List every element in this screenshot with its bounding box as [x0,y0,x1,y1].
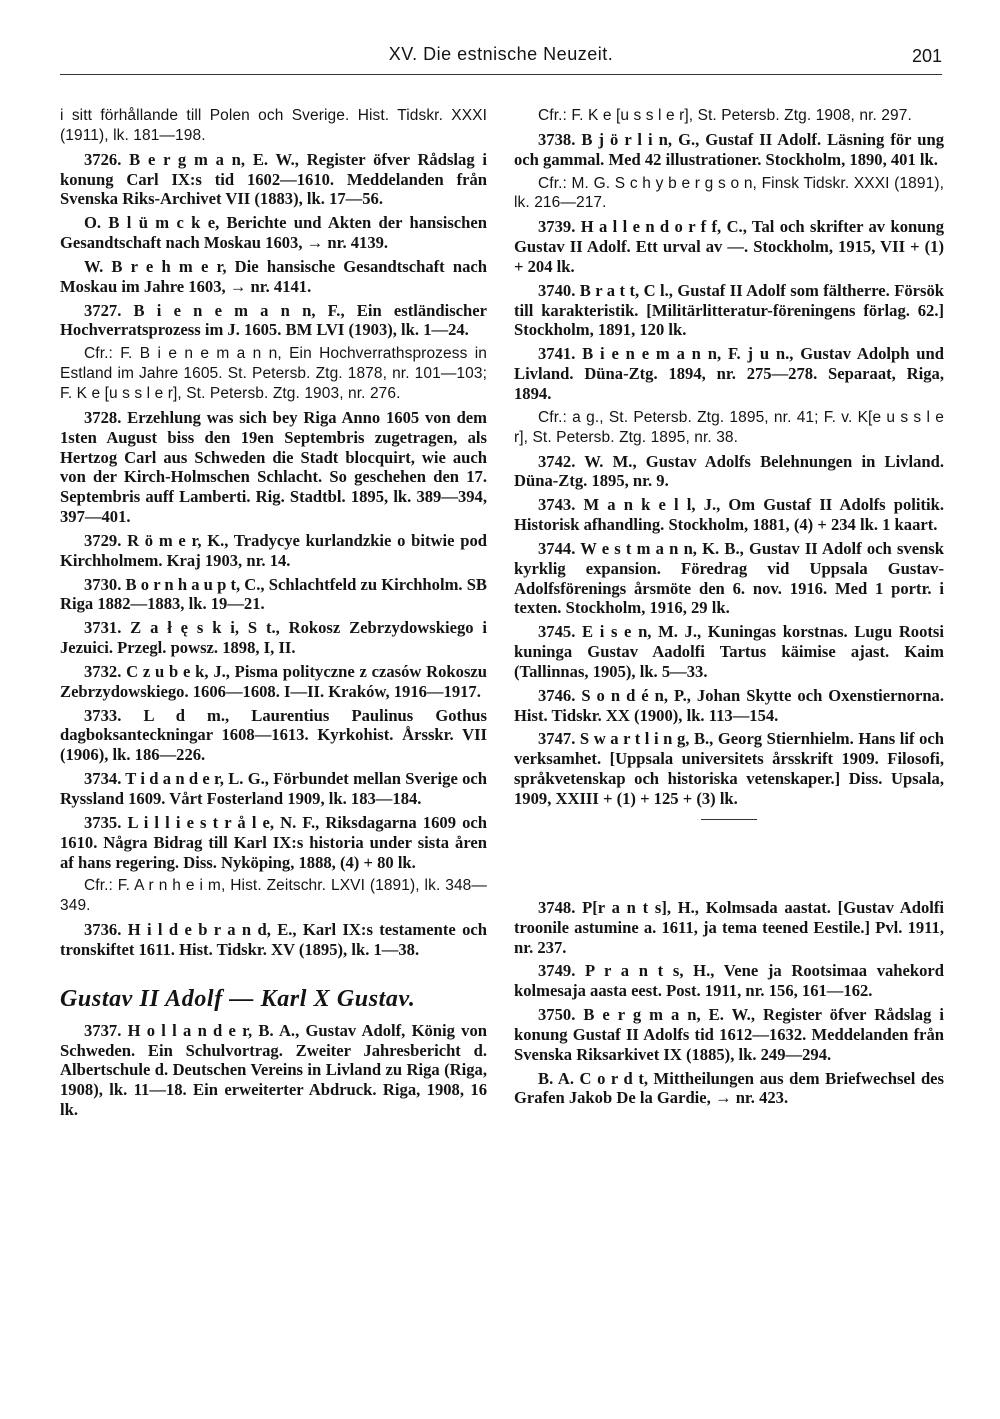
page-number: 201 [911,46,942,66]
bibliography-entry: 3746. S o n d é n, P., Johan Skytte och Oxenstiernorna. Hist. Tidskr. XX (1900), lk. 113—154. [514,685,944,725]
bibliography-cross-reference: Cfr.: a g., St. Petersb. Ztg. 1895, nr. 41; F. v. K[e u s s l e r], St. Petersb. Ztg. 1895, nr. 38. [514,408,944,446]
bibliography-entry: 3740. B r a t t, C l., Gustaf II Adolf som fältherre. Försök till karakteristik. [Militärlitteratur-föreningens förlag. 62.] Stockholm, 1891, 120 lk. [514,280,944,340]
bibliography-entry: 3726. B e r g m a n, E. W., Register öfver Rådslag i konung Carl IX:s tid 1602—1610. Meddelanden från Svenska Riks-Archivet VII (1883), lk. 17—56. [60,149,487,209]
bibliography-cross-reference: Cfr.: F. A r n h e i m, Hist. Zeitschr. LXVI (1891), lk. 348—349. [60,877,487,915]
bibliography-entry: 3748. P[r a n t s], H., Kolmsada aastat. [Gustav Adolfi troonile astumine a. 1611, ja tema teened Eestile.] Pvl. 1911, nr. 237. [514,897,944,957]
running-header [60,44,942,78]
chapter-title: XV. Die estnische Neuzeit. [388,44,614,64]
header-rule [60,74,942,75]
bibliography-entry: 3730. B o r n h a u p t, C., Schlachtfeld zu Kirchholm. SB Riga 1882—1883, lk. 19—21. [60,574,487,614]
bibliography-entry: 3727. B i e n e m a n n, F., Ein estländischer Hochverratsprozess im J. 1605. BM LVI (1903), lk. 1—24. [60,300,487,340]
bibliography-continuation: i sitt förhållande till Polen och Sverige. Hist. Tidskr. XXXI (1911), lk. 181—198. [60,107,487,144]
bibliography-entry: 3733. L d m., Laurentius Paulinus Gothus dagboksanteckningar 1608—1613. Kyrkohist. Årsskr. VII (1906), lk. 186—226. [60,705,487,765]
bibliography-entry: 3728. Erzehlung was sich bey Riga Anno 1605 von dem 1sten August biss den 19en Septembris zugetragen, als Hertzog Carl aus Schweden die Stadt blocquirt, wie auch von der Kirch-Holmschen Schlacht. So geschehen den 17. Septembris auff Lamberti. Rig. Stadtbl. 1895, lk. 389—394, 397—401. [60,407,487,527]
bibliography-cross-reference: Cfr.: F. B i e n e m a n n, Ein Hochverrathsprozess in Estland im Jahre 1605. St. Petersb. Ztg. 1878, nr. 101—103; F. K e [u s s l e r], St. Petersb. Ztg. 1903, nr. 276. [60,345,487,402]
bibliography-entry: 3739. H a l l e n d o r f f, C., Tal och skrifter av konung Gustav II Adolf. Ett urval av —. Stockholm, 1915, VII + (1) + 204 lk. [514,217,944,276]
bibliography-cross-reference: Cfr.: F. K e [u s s l e r], St. Petersb. Ztg. 1908, nr. 297. [538,107,912,124]
bibliography-entry: 3735. L i l l i e s t r å l e, N. F., Riksdagarna 1609 och 1610. Några Bidrag till Karl IX:s historia under sista åren af hans regering. Diss. Nyköping, 1888, (4) + 80 lk. [60,812,487,872]
bibliography-entry: 3742. W. M., Gustav Adolfs Belehnungen in Livland. Düna-Ztg. 1895, nr. 9. [514,451,944,491]
bibliography-entry: 3732. C z u b e k, J., Pisma polityczne z czasów Rokoszu Zebrzydowskiego. 1606—1608. I—II. Kraków, 1916—1917. [60,661,487,701]
bibliography-entry: 3734. T i d a n d e r, L. G., Förbundet mellan Sverige och Ryssland 1609. Vårt Fosterland 1909, lk. 183—184. [60,769,487,808]
bibliography-entry: 3729. R ö m e r, K., Tradycye kurlandzkie o bitwie pod Kirchholmem. Kraj 1903, nr. 14. [60,530,487,570]
bibliography-cross-reference: Cfr.: M. G. S c h y b e r g s o n, Finsk Tidskr. XXXI (1891), lk. 216—217. [514,174,944,212]
bibliography-entry: B. A. C o r d t, Mittheilungen aus dem Briefwechsel des Grafen Jakob De la Gardie, → nr. 423. [514,1068,944,1108]
bibliography-entry: 3741. B i e n e m a n n, F. j u n., Gustav Adolph und Livland. Düna-Ztg. 1894, nr. 275—278. Separaat, Riga, 1894. [514,344,944,403]
bibliography-entry: 3743. M a n k e l l, J., Om Gustaf II Adolfs politik. Historisk afhandling. Stockholm, 1881, (4) + 234 lk. 1 kaart. [514,495,944,535]
bibliography-entry: 3738. B j ö r l i n, G., Gustaf II Adolf. Läsning för ung och gammal. Med 42 illustrationer. Stockholm, 1890, 401 lk. [514,129,944,169]
section-heading: Gustav II Adolf — Karl X Gustav. [60,985,416,1012]
bibliography-entry: 3747. S w a r t l i n g, B., Georg Stiernhielm. Hans lif och verksamhet. [Uppsala universitets årsskrift 1909. Filosofi, språkvetenskap och historiska vetenskaper.] Diss. Upsala, 1909, XXIII + (1) + 125 + (3) lk. [514,729,944,808]
bibliography-entry: 3731. Z a ł ę s k i, S t., Rokosz Zebrzydowskiego i Jezuici. Przegl. powsz. 1898, I, II. [60,618,487,658]
bibliography-entry: O. B l ü m c k e, Berichte und Akten der hansischen Gesandtschaft nach Moskau 1603, → nr. 4139. [60,213,487,253]
bibliography-entry: 3745. E i s e n, M. J., Kuningas korstnas. Lugu Rootsi kuninga Gustav Aadolfi Tartus käimise ajast. Kaim (Tallinnas, 1905), lk. 5—33. [514,622,944,681]
bibliography-entry: 3736. H i l d e b r a n d, E., Karl IX:s testamente och tronskiftet 1611. Hist. Tidskr. XV (1895), lk. 1—38. [60,920,487,959]
bibliography-entry: 3737. H o l l a n d e r, B. A., Gustav Adolf, König von Schweden. Ein Schulvortrag. Zweiter Jahresbericht d. Albertschule d. Deutschen Vereins in Livland zu Riga (Riga, 1908), lk. 11—18. Ein erweiterter Abdruck. Riga, 1908, 16 lk. [60,1020,487,1120]
left-column [60,106,487,1124]
bibliography-entry: W. B r e h m e r, Die hansische Gesandtschaft nach Moskau im Jahre 1603, → nr. 4141. [60,256,487,296]
bibliography-entry: 3744. W e s t m a n n, K. B., Gustav II Adolf och svensk kyrklig expansion. Föredrag vid Uppsala Gustav-Adolfsförenings årsmöte den 6. nov. 1916. Med 1 portr. i texten. Stockholm, 1916, 29 lk. [514,538,944,618]
right-column [514,106,944,1112]
bibliography-entry: 3749. P r a n t s, H., Vene ja Rootsimaa vahekord kolmesaja aasta eest. Post. 1911, nr. 156, 161—162. [514,961,944,1001]
bibliography-entry: 3750. B e r g m a n, E. W., Register öfver Rådslag i konung Gustaf II Adolfs tid 1612—1632. Meddelanden från Svenska Riksarkivet IX (1885), lk. 249—294. [514,1005,944,1064]
blank-space [514,820,944,898]
